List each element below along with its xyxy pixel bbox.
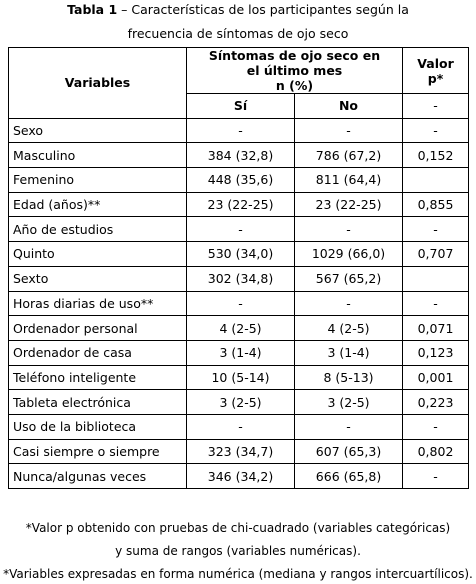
- header-p-line2: p*: [427, 70, 444, 86]
- cell-p-value: 0,855: [403, 192, 469, 217]
- cell-p-value: 0,223: [403, 390, 469, 415]
- cell-p-value: -: [403, 464, 469, 489]
- cell-variable: Quinto: [9, 242, 187, 267]
- cell-no: 607 (65,3): [295, 439, 403, 464]
- cell-si: 346 (34,2): [187, 464, 295, 489]
- cell-si: 10 (5-14): [187, 365, 295, 390]
- cell-no: 1029 (66,0): [295, 242, 403, 267]
- cell-si: 448 (35,6): [187, 168, 295, 193]
- cell-no: 23 (22-25): [295, 192, 403, 217]
- header-p-value: [403, 48, 469, 94]
- header-p-line1: Valor: [417, 55, 454, 71]
- table-row: [9, 291, 469, 316]
- cell-si: 530 (34,0): [187, 242, 295, 267]
- cell-p-value: 0,152: [403, 143, 469, 168]
- header-p-dash: -: [403, 94, 469, 119]
- cell-p-value: -: [403, 217, 469, 242]
- participants-table: [8, 47, 469, 489]
- table-row: [9, 168, 469, 193]
- table-caption-separator: –: [117, 2, 132, 17]
- cell-variable: Masculino: [9, 143, 187, 168]
- table-row: [9, 242, 469, 267]
- cell-p-value: 0,123: [403, 340, 469, 365]
- table-row: [9, 464, 469, 489]
- footnote-numeric-variables: *Variables expresadas en forma numérica (mediana y rangos intercuartílicos).: [3, 567, 473, 581]
- cell-variable: Sexto: [9, 266, 187, 291]
- table-row: [9, 340, 469, 365]
- cell-variable: Nunca/algunas veces: [9, 464, 187, 489]
- header-no: No: [295, 94, 403, 119]
- cell-si: -: [187, 414, 295, 439]
- cell-no: -: [295, 414, 403, 439]
- cell-si: -: [187, 217, 295, 242]
- table-row: [9, 316, 469, 341]
- cell-variable: Casi siempre o siempre: [9, 439, 187, 464]
- cell-variable: Femenino: [9, 168, 187, 193]
- cell-p-value: [403, 168, 469, 193]
- header-group-line1: Síntomas de ojo seco en: [208, 48, 381, 63]
- cell-no: -: [295, 118, 403, 143]
- cell-no: 786 (67,2): [295, 143, 403, 168]
- table-caption-line1: [0, 2, 476, 18]
- cell-p-value: -: [403, 118, 469, 143]
- cell-si: 323 (34,7): [187, 439, 295, 464]
- cell-variable: Tableta electrónica: [9, 390, 187, 415]
- cell-no: 3 (1-4): [295, 340, 403, 365]
- table-row: [9, 439, 469, 464]
- cell-p-value: 0,802: [403, 439, 469, 464]
- cell-si: -: [187, 291, 295, 316]
- cell-si: 384 (32,8): [187, 143, 295, 168]
- cell-no: -: [295, 291, 403, 316]
- table-row: [9, 390, 469, 415]
- table-row: [9, 414, 469, 439]
- cell-no: 811 (64,4): [295, 168, 403, 193]
- header-dry-eye-group: [187, 48, 403, 94]
- cell-si: -: [187, 118, 295, 143]
- cell-variable: Teléfono inteligente: [9, 365, 187, 390]
- table-row: [9, 118, 469, 143]
- footnote-p-value: *Valor p obtenido con pruebas de chi-cuadrado (variables categóricas): [25, 521, 451, 535]
- cell-p-value: 0,001: [403, 365, 469, 390]
- cell-variable: Uso de la biblioteca: [9, 414, 187, 439]
- cell-no: 3 (2-5): [295, 390, 403, 415]
- table-body: [9, 118, 469, 488]
- table-caption-line2: frecuencia de síntomas de ojo seco: [127, 26, 349, 41]
- cell-p-value: 0,707: [403, 242, 469, 267]
- cell-no: 8 (5-13): [295, 365, 403, 390]
- header-group-line3: n (%): [275, 78, 314, 93]
- header-row-main: [9, 48, 469, 94]
- cell-si: 23 (22-25): [187, 192, 295, 217]
- header-si: Sí: [187, 94, 295, 119]
- cell-si: 4 (2-5): [187, 316, 295, 341]
- table-row: [9, 143, 469, 168]
- cell-no: -: [295, 217, 403, 242]
- cell-p-value: [403, 266, 469, 291]
- header-group-line2: el último mes: [246, 63, 343, 78]
- cell-no: 666 (65,8): [295, 464, 403, 489]
- cell-variable: Ordenador de casa: [9, 340, 187, 365]
- cell-variable: Sexo: [9, 118, 187, 143]
- cell-variable: Edad (años)**: [9, 192, 187, 217]
- cell-si: 302 (34,8): [187, 266, 295, 291]
- cell-p-value: -: [403, 414, 469, 439]
- table-caption-label: Tabla 1: [67, 2, 118, 17]
- table-row: [9, 365, 469, 390]
- cell-p-value: 0,071: [403, 316, 469, 341]
- cell-no: 4 (2-5): [295, 316, 403, 341]
- header-variables: Variables: [9, 48, 187, 119]
- footnote-p-value-continued: y suma de rangos (variables numéricas).: [115, 544, 361, 558]
- cell-no: 567 (65,2): [295, 266, 403, 291]
- cell-p-value: -: [403, 291, 469, 316]
- cell-si: 3 (2-5): [187, 390, 295, 415]
- table-caption-text: Características de los participantes según la: [131, 2, 409, 17]
- table-row: [9, 266, 469, 291]
- cell-si: 3 (1-4): [187, 340, 295, 365]
- table-row: [9, 217, 469, 242]
- table-row: [9, 192, 469, 217]
- cell-variable: Horas diarias de uso**: [9, 291, 187, 316]
- cell-variable: Año de estudios: [9, 217, 187, 242]
- cell-variable: Ordenador personal: [9, 316, 187, 341]
